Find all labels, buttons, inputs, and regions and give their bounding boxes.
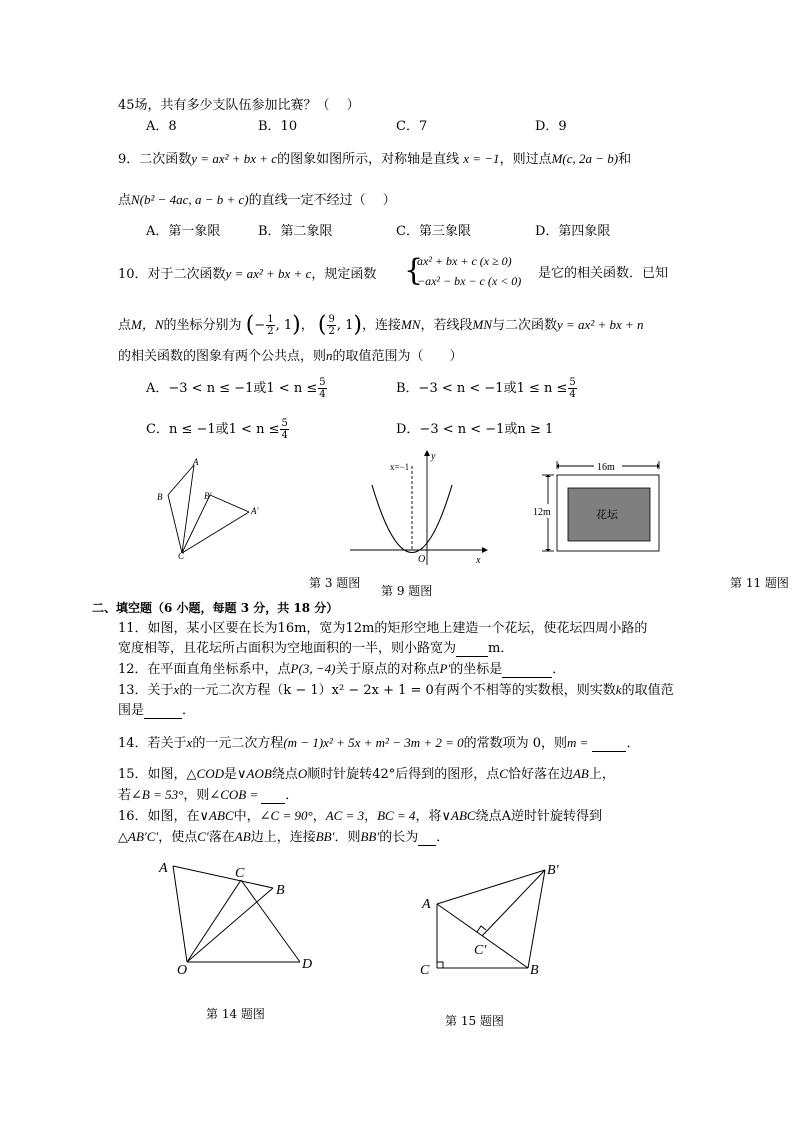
fig14-label-a: A — [159, 861, 168, 876]
q9-option-a[interactable]: A．第一象限 — [146, 224, 221, 239]
figure-9 — [350, 450, 490, 568]
figure-14 — [155, 852, 325, 977]
figure-15 — [412, 856, 582, 984]
fig15-label-c-prime: C′ — [474, 943, 487, 958]
fig3-label-b: B — [157, 492, 163, 502]
fig15-label-c: C — [420, 963, 430, 978]
q8-stem: 45场，共有多少支队伍参加比赛？（ ） — [118, 98, 360, 113]
fig9-axis-label: x=−1 — [390, 462, 410, 472]
q9-option-b[interactable]: B．第二象限 — [258, 224, 333, 239]
q9-option-c[interactable]: C．第三象限 — [396, 224, 471, 239]
q16-line1: 16．如图，在∨ABC中，∠C = 90°，AC = 3，BC = 4，将∨ABC绕点A逆时针旋转得到 — [118, 808, 602, 824]
q8-option-b[interactable]: B．10 — [258, 119, 298, 134]
piecewise-brace: { — [404, 253, 424, 288]
fig14-label-o: O — [177, 963, 188, 978]
q10-option-b[interactable]: B．−3 < n < −1或1 ≤ n ≤ $\frac{5}{4}$ — [396, 377, 576, 400]
q11-answer-blank[interactable] — [456, 644, 488, 657]
fig11-bed-label: 花坛 — [596, 509, 618, 521]
fig14-label-d: D — [302, 957, 313, 972]
fig15-label-b: B — [530, 963, 539, 978]
fig9-origin: O — [418, 554, 426, 565]
q15-answer-blank[interactable] — [261, 791, 285, 804]
q14-answer-blank[interactable] — [592, 739, 626, 752]
q15-line2: 若∠B = 53°，则∠COB = ． — [118, 787, 299, 803]
piecewise-lower: −ax² − bx − c (x < 0) — [417, 274, 522, 288]
q9-stem-line2: 点N(b² − 4ac, a − b + c)的直线一定不经过（ ） — [118, 192, 396, 208]
fig14-label-b: B — [276, 883, 285, 898]
fig3-label-c: C — [178, 551, 185, 561]
q8-option-d[interactable]: D．9 — [535, 119, 567, 134]
coord2-fraction: $\frac{9}{2}$ — [328, 314, 335, 337]
q9-option-d[interactable]: D．第四象限 — [535, 224, 611, 239]
q15-line1: 15．如图，△COD是∨AOB绕点O顺时针旋转42°后得到的图形，点C恰好落在边AB上， — [118, 766, 615, 782]
piecewise-upper: ax² + bx + c (x ≥ 0) — [417, 254, 512, 268]
q13-line1: 13．关于x的一元二次方程（k − 1）x² − 2x + 1 = 0有两个不相等的实数根，则实数k的取值范 — [118, 682, 674, 698]
q10-stem-line2: 点M，N的坐标分别为 (− $\frac{1}{2}$ , 1)， ( $\frac{9}{2}$ , 1)，连接MN，若线段MN与二次函数y = ax² + bx + n — [118, 312, 644, 338]
fig15-caption: 第 15 题图 — [445, 1014, 504, 1028]
coord1-fraction: $\frac{1}{2}$ — [267, 314, 274, 337]
fig14-label-c: C — [235, 866, 245, 881]
q14-line: 14．若关于x的一元二次方程(m − 1)x² + 5x + m² − 3m + 2 = 0的常数项为 0，则m = ． — [118, 735, 640, 751]
q12-line: 12．在平面直角坐标系中，点P(3, −4)关于原点的对称点P′的坐标是 ． — [118, 661, 566, 677]
fig9-caption: 第 9 题图 — [381, 584, 433, 598]
q10-stem-line1: 10．对于二次函数y = ax² + bx + c，规定函数 — [118, 266, 377, 282]
q9-stem-line1: 9．二次函数y = ax² + bx + c的图象如图所示，对称轴是直线 x = −1，则过点M(c, 2a − b)和 — [118, 151, 632, 167]
section2-title: 二、填空题（6 小题，每题 3 分，共 18 分） — [92, 601, 339, 615]
q10-piecewise — [404, 252, 536, 292]
q11-line2: 宽度相等，且花坛所占面积为空地面积的一半，则小路宽为 m． — [118, 641, 514, 656]
fig3-label-a-prime: A' — [251, 506, 259, 516]
fig9-y-label: y — [431, 451, 436, 462]
q16-line2: △AB′C′，使点C′落在AB边上，连接BB′．则BB′的长为 ． — [118, 829, 450, 845]
fig11-height-label: 12m — [533, 507, 551, 518]
fig11-caption: 第 11 题图 — [730, 576, 789, 590]
q10-stem-line3: 的相关函数的图象有两个公共点，则n的取值范围为（ ） — [118, 348, 463, 364]
q13-answer-blank[interactable] — [144, 706, 182, 719]
q11-line1: 11．如图，某小区要在长为16m，宽为12m的矩形空地上建造一个花坛，使花坛四周小路的 — [118, 621, 648, 636]
fig14-caption: 第 14 题图 — [206, 1007, 265, 1021]
q8-option-a[interactable]: A．8 — [146, 119, 177, 134]
q13-line2: 围是 ． — [118, 703, 196, 718]
q10-option-c[interactable]: C．n ≤ −1或1 < n ≤ $\frac{5}{4}$ — [146, 418, 288, 441]
fig3-label-b-prime: B' — [204, 491, 212, 501]
fig15-label-b-prime: B′ — [547, 863, 559, 878]
q10-option-a[interactable]: A．−3 < n ≤ −1或1 < n ≤ $\frac{5}{4}$ — [146, 377, 326, 400]
q16-answer-blank[interactable] — [418, 833, 436, 846]
q8-option-c[interactable]: C．7 — [396, 119, 428, 134]
figure-11 — [528, 458, 668, 554]
figure-3 — [150, 455, 270, 565]
q12-answer-blank[interactable] — [502, 665, 552, 678]
fig9-x-label: x — [476, 555, 481, 566]
fig11-width-label: 16m — [597, 462, 615, 473]
fig3-caption: 第 3 题图 — [309, 576, 361, 590]
q10-option-d[interactable]: D．−3 < n < −1或n ≥ 1 — [396, 422, 554, 437]
q10-stem-line1-tail: 是它的相关函数．已知 — [538, 266, 669, 281]
fig3-label-a: A — [193, 457, 199, 467]
fig15-label-a: A — [422, 897, 431, 912]
